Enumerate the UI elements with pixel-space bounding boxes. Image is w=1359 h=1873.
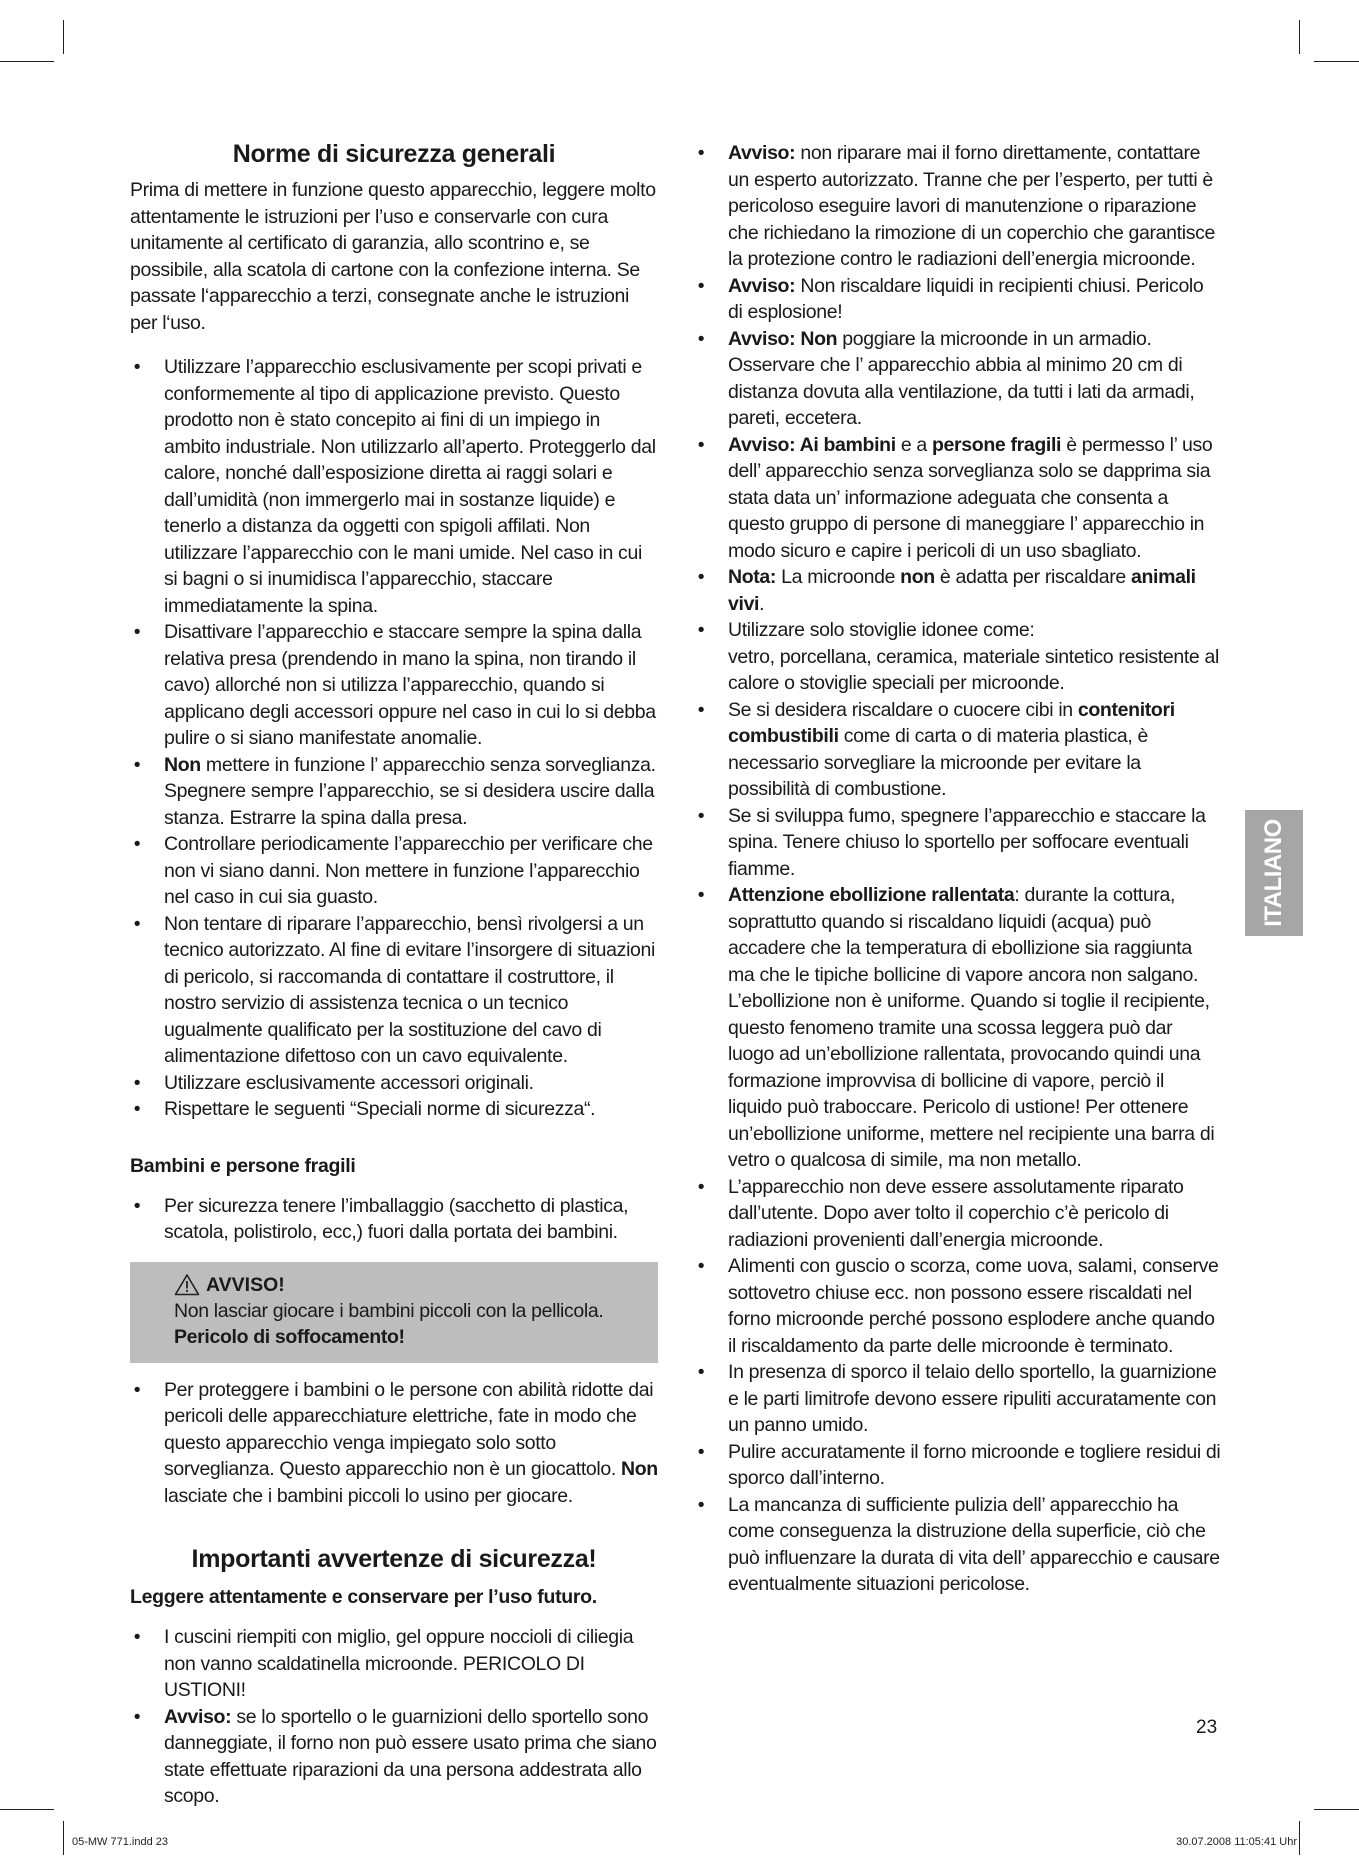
warning-danger: Pericolo di soffocamento! xyxy=(174,1326,405,1348)
section-title: Norme di sicurezza generali xyxy=(232,140,556,168)
list-item: • Per proteggere i bambini o le persone con abilità ridotte dai pericoli delle apparecchiature elettriche, fate in modo che questo apparecchio venga impiegato solo sotto sorveglianza. Questo apparecchio non è un giocattolo. Non lasciate che i bambini piccoli lo usino per giocare. xyxy=(133,1378,658,1507)
list-item: • Utilizzare solo stoviglie idonee come: vetro, porcellana, ceramica, materiale sintetico resistente al calore o stoviglie speciali per microonde. xyxy=(697,619,1219,694)
warning-box xyxy=(130,1262,658,1363)
list-item: • Pulire accuratamente il forno microonde e togliere residui di sporco dall’interno. xyxy=(697,1440,1221,1489)
list-item: • In presenza di sporco il telaio dello sportello, la guarnizione e le parti limitrofe devono essere ripuliti accuratamente con un panno umido. xyxy=(697,1361,1217,1436)
list-item: • Non mettere in funzione l’ apparecchio senza sorveglianza. Spegnere sempre l’apparecchio, se si desidera uscire dalla stanza. Estrarre la spina dalla presa. xyxy=(133,753,656,829)
warnings-list xyxy=(694,140,1222,1598)
list-item: • I cuscini riempiti con miglio, gel oppure noccioli di ciliegia non vanno scaldatinella microonde. PERICOLO DI USTIONI! xyxy=(133,1626,634,1701)
crop-mark xyxy=(0,1809,54,1810)
list-item: • Avviso: non riparare mai il forno direttamente, contattare un esperto autorizzato. Tranne che per l’esperto, per tutti è pericoloso eseguire lavori di manutenzione o riparazione che richiedano la rimozione di un coperchio che garantisce la protezione contro le radiazioni dell’energia microonde. xyxy=(697,142,1215,270)
language-tab-label: ITALIANO xyxy=(1260,819,1287,927)
list-item: • Disattivare l’apparecchio e staccare sempre la spina dalla relativa presa (prendendo in mano la spina, non tirando il cavo) allorché non si utilizza l’apparecchio, quando si applicano degli accessori oppure nel caso in cui lo si debba pulire o si siano manifestate anomalie. xyxy=(133,621,656,749)
read-heading: Leggere attentamente e conservare per l’uso futuro. xyxy=(130,1586,597,1608)
crop-mark xyxy=(0,61,54,62)
list-item: • Avviso: se lo sportello o le guarnizioni dello sportello sono danneggiate, il forno non può essere usato prima che siano state effettuate riparazioni da una persona addestrata allo scopo. xyxy=(133,1705,657,1807)
list-item: • Rispettare le seguenti “Speciali norme di sicurezza“. xyxy=(133,1098,596,1120)
list-item: • Avviso: Ai bambini e a persone fragili è permesso l’ uso dell’ apparecchio senza sorveglianza solo se dapprima sia stata data un’ informazione adeguata che consenta a questo gruppo di persone di maneggiare l’ apparecchio in modo sicuro e capire i pericoli di un uso sbagliato. xyxy=(697,433,1213,562)
list-item: • Utilizzare esclusivamente accessori originali. xyxy=(133,1071,534,1094)
section-title-2: Importanti avvertenze di sicurezza! xyxy=(191,1545,597,1573)
footer-file: 05-MW 771.indd 23 xyxy=(72,1836,168,1848)
list-item: • Se si sviluppa fumo, spegnere l’apparecchio e staccare la spina. Tenere chiuso lo sportello per soffocare eventuali fiamme. xyxy=(697,804,1206,880)
important-list xyxy=(130,1624,658,1810)
crop-mark xyxy=(1299,20,1300,54)
list-item: • L’apparecchio non deve essere assolutamente riparato dall’utente. Dopo aver tolto il coperchio c’è pericolo di radiazioni provenienti dall’energia microonde. xyxy=(697,1175,1184,1251)
crop-mark xyxy=(1314,1809,1359,1810)
list-item: • Nota: La microonde non è adatta per riscaldare animali vivi. xyxy=(697,566,1196,615)
footer-timestamp: 30.07.2008 11:05:41 Uhr xyxy=(1176,1836,1297,1848)
protect-list xyxy=(130,1377,658,1510)
list-item: • La mancanza di sufficiente pulizia dell’ apparecchio ha come conseguenza la distruzione della superficie, ciò che può influenzare la durata di vita dell’ apparecchio e causare eventualmente situazioni pericolose. xyxy=(697,1493,1220,1595)
list-item: • Attenzione ebollizione rallentata: durante la cottura, soprattutto quando si riscaldano liquidi (acqua) può accadere che la temperatura di ebollizione sia raggiunta ma che le tipiche bollicine di vapore ancora non salgano. L’ebollizione non è uniforme. Quando si toglie il recipiente, questo fenomeno tramite una scossa leggera può dar luogo ad un’ebollizione rallentata, provocando quindi una formazione improvvisa di bollicine di vapore, perciò il liquido può traboccare. Pericolo di ustione! Per ottenere un’ebollizione uniforme, mettere nel recipiente una barra di vetro o qualcosa di simile, ma non metallo. xyxy=(697,884,1215,1171)
left-column xyxy=(130,140,658,1810)
warning-triangle-icon xyxy=(174,1273,200,1296)
crop-mark xyxy=(1299,1821,1300,1855)
children-list xyxy=(130,1193,658,1246)
intro-paragraph: Prima di mettere in funzione questo apparecchio, leggere molto attentamente le istruzioni per l’uso e conservarle con cura unitamente al certificato di garanzia, allo scontrino e, se possibile, alla scatola di cartone con la confezione interna. Se passate l‘apparecchio a terzi, consegnate anche le istruzioni per l‘uso. xyxy=(130,179,656,334)
page-number: 23 xyxy=(1196,1717,1218,1738)
general-safety-list xyxy=(130,354,658,1123)
crop-mark xyxy=(63,20,64,54)
children-heading: Bambini e persone fragili xyxy=(130,1154,356,1177)
list-item: • Avviso: Non poggiare la microonde in un armadio. Osservare che l’ apparecchio abbia al minimo 20 cm di distanza dovuta alla ventilazione, da tutti i lati da armadi, pareti, eccetera. xyxy=(697,327,1195,429)
list-item: • Non tentare di riparare l’apparecchio, bensì rivolgersi a un tecnico autorizzato. Al fine di evitare l’insorgere di situazioni di pericolo, si raccomanda di contattare il costruttore, il nostro servizio di assistenza tecnica o un tecnico ugualmente qualificato per la sostituzione del cavo di alimentazione difettoso con un cavo equivalente. xyxy=(133,912,656,1067)
list-item: • Utilizzare l’apparecchio esclusivamente per scopi privati e conformemente al tipo di applicazione previsto. Questo prodotto non è stato concepito ai fini di un impiego in ambito industriale. Non utilizzarlo all’aperto. Proteggerlo dal calore, nonché dall’esposizione diretta ai raggi solari e dall’umidità (non immergerlo mai in sostanze liquide) e tenerlo a distanza da oggetti con spigoli affilati. Non utilizzare l’apparecchio con le mani umide. Nel caso in cui si bagni o si inumidisca l’apparecchio, staccare immediatamente la spina. xyxy=(133,356,656,617)
crop-mark xyxy=(63,1821,64,1855)
list-item: • Avviso: Non riscaldare liquidi in recipienti chiusi. Pericolo di esplosione! xyxy=(697,274,1204,323)
right-column xyxy=(694,140,1222,1598)
list-item: • Controllare periodicamente l’apparecchio per verificare che non vi siano danni. Non mettere in funzione l’apparecchio nel caso in cui sia guasto. xyxy=(133,833,653,908)
list-item: • Per sicurezza tenere l’imballaggio (sacchetto di plastica, scatola, polistirolo, ecc,) fuori dalla portata dei bambini. xyxy=(133,1194,629,1243)
list-item: • Se si desidera riscaldare o cuocere cibi in contenitori combustibili come di carta o di materia plastica, è necessario sorvegliare la microonde per evitare la possibilità di combustione. xyxy=(697,698,1175,800)
warning-heading: AVVISO! xyxy=(174,1272,646,1298)
language-tab xyxy=(1245,810,1303,936)
crop-mark xyxy=(1314,61,1359,62)
list-item: • Alimenti con guscio o scorza, come uova, salami, conserve sottovetro chiuse ecc. non possono essere riscaldati nel forno microonde perché possono esplodere anche quando il riscaldamento da parte delle microonde è terminato. xyxy=(697,1255,1219,1357)
warning-text: Non lasciar giocare i bambini piccoli con la pellicola. xyxy=(174,1299,604,1322)
